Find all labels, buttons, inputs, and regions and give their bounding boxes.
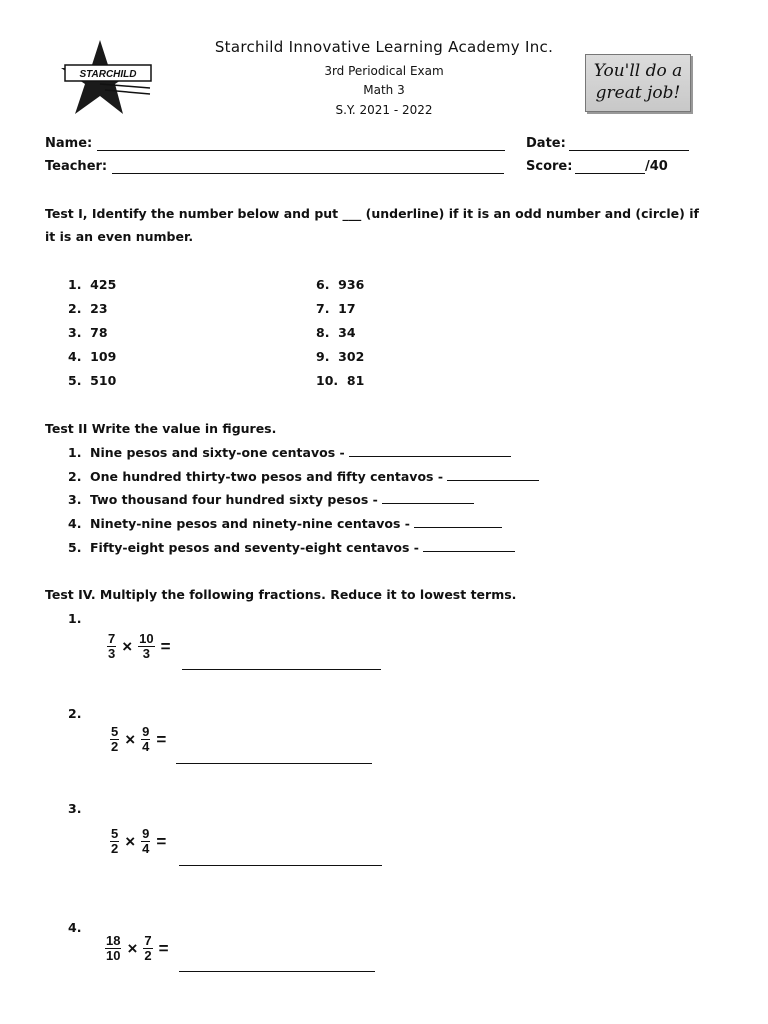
- logo-text: STARCHILD: [79, 69, 137, 80]
- equals-sign: =: [158, 938, 169, 958]
- numerator: 18: [106, 933, 121, 948]
- score-label: Score:: [526, 159, 573, 174]
- list-item: [68, 277, 116, 301]
- item-text: Fifty-eight pesos and seventy-eight centavos -: [90, 540, 424, 555]
- item-value: 109: [90, 349, 117, 364]
- problem-number: 3.: [68, 801, 82, 816]
- test1-line-1: Test I, Identify the number below and put ___ (underline) if it is an odd number and (circle) if: [45, 206, 699, 221]
- fraction-problem-4: [105, 934, 169, 963]
- denominator: 2: [111, 841, 119, 856]
- list-item: [316, 301, 364, 325]
- list-item: [68, 373, 116, 397]
- item-number: 8.: [316, 325, 330, 340]
- fraction-b: [141, 725, 150, 754]
- answer-blank[interactable]: [423, 551, 515, 552]
- denominator: 10: [106, 948, 121, 963]
- list-item: [68, 540, 515, 555]
- item-value: 34: [338, 325, 356, 340]
- answer-blank[interactable]: [179, 971, 375, 972]
- times-sign: ×: [127, 938, 138, 958]
- item-number: 3.: [68, 325, 82, 340]
- denominator: 2: [144, 948, 152, 963]
- list-item: [316, 373, 364, 397]
- item-number: 10.: [316, 373, 339, 388]
- list-item: [68, 445, 511, 460]
- item-number: 4.: [68, 349, 82, 364]
- denominator: 4: [142, 739, 150, 754]
- answer-blank[interactable]: [182, 669, 381, 670]
- score-field[interactable]: [575, 173, 645, 174]
- item-number: 5.: [68, 373, 82, 388]
- answer-blank[interactable]: [176, 763, 372, 764]
- name-field[interactable]: [97, 150, 505, 151]
- list-item: [316, 277, 364, 301]
- date-label: Date:: [526, 136, 566, 151]
- list-item: [68, 492, 474, 507]
- name-label: Name:: [45, 136, 93, 151]
- test1-instructions: [45, 202, 735, 248]
- item-value: 425: [90, 277, 117, 292]
- fraction-a: [110, 725, 119, 754]
- numerator: 7: [108, 631, 116, 646]
- badge-line-1: You'll do a: [593, 61, 683, 81]
- answer-blank[interactable]: [382, 503, 474, 504]
- item-number: 7.: [316, 301, 330, 316]
- item-text: One hundred thirty-two pesos and fifty centavos -: [90, 469, 448, 484]
- item-value: 23: [90, 301, 108, 316]
- school-year: S.Y. 2021 - 2022: [335, 103, 433, 117]
- problem-number: 1.: [68, 611, 82, 626]
- answer-blank[interactable]: [179, 865, 382, 866]
- fraction-problem-2: [110, 725, 166, 754]
- list-item: [68, 325, 116, 349]
- item-number: 3.: [68, 492, 82, 507]
- list-item: [316, 349, 364, 373]
- item-text: Ninety-nine pesos and ninety-nine centavos -: [90, 516, 415, 531]
- numerator: 5: [111, 826, 119, 841]
- list-item: [68, 349, 116, 373]
- fraction-b: [143, 934, 152, 963]
- times-sign: ×: [125, 729, 136, 749]
- school-name: Starchild Innovative Learning Academy Inc.: [214, 38, 554, 56]
- equals-sign: =: [160, 636, 171, 656]
- test4-title: Test IV. Multiply the following fractions. Reduce it to lowest terms.: [45, 587, 517, 602]
- numerator: 7: [144, 933, 152, 948]
- item-number: 5.: [68, 540, 82, 555]
- exam-title: 3rd Periodical Exam: [324, 64, 444, 78]
- answer-blank[interactable]: [414, 527, 502, 528]
- encouragement-badge: [585, 54, 691, 112]
- test2-title: Test II Write the value in figures.: [45, 421, 277, 436]
- item-number: 2.: [68, 301, 82, 316]
- fraction-a: [107, 632, 116, 661]
- list-item: [68, 301, 116, 325]
- item-value: 510: [90, 373, 117, 388]
- numerator: 10: [139, 631, 154, 646]
- score-total: /40: [645, 159, 668, 174]
- teacher-label: Teacher:: [45, 159, 108, 174]
- answer-blank[interactable]: [447, 480, 539, 481]
- equals-sign: =: [156, 831, 167, 851]
- fraction-problem-1: [107, 632, 171, 661]
- teacher-field[interactable]: [112, 173, 504, 174]
- test1-right-column: [316, 277, 364, 397]
- item-number: 2.: [68, 469, 82, 484]
- item-number: 9.: [316, 349, 330, 364]
- numerator: 9: [142, 826, 150, 841]
- item-value: 17: [338, 301, 356, 316]
- item-text: Two thousand four hundred sixty pesos -: [90, 492, 383, 507]
- item-value: 302: [338, 349, 365, 364]
- badge-line-2: great job!: [595, 83, 681, 103]
- denominator: 3: [108, 646, 116, 661]
- item-value: 936: [338, 277, 365, 292]
- item-value: 78: [90, 325, 108, 340]
- fraction-problem-3: [110, 827, 166, 856]
- fraction-a: [105, 934, 121, 963]
- list-item: [316, 325, 364, 349]
- fraction-b: [141, 827, 150, 856]
- list-item: [68, 469, 539, 484]
- item-number: 1.: [68, 445, 82, 460]
- item-value: 81: [346, 373, 365, 388]
- numerator: 5: [111, 724, 119, 739]
- denominator: 2: [111, 739, 119, 754]
- test1-left-column: [68, 277, 116, 397]
- numerator: 9: [142, 724, 150, 739]
- times-sign: ×: [122, 636, 133, 656]
- list-item: [68, 516, 502, 531]
- denominator: 3: [142, 646, 151, 661]
- problem-number: 4.: [68, 920, 82, 935]
- test1-line-2: it is an even number.: [45, 229, 194, 244]
- answer-blank[interactable]: [349, 456, 511, 457]
- fraction-b: [138, 632, 154, 661]
- equals-sign: =: [156, 729, 167, 749]
- item-number: 6.: [316, 277, 330, 292]
- date-field[interactable]: [569, 150, 689, 151]
- subject-title: Math 3: [363, 83, 405, 97]
- times-sign: ×: [125, 831, 136, 851]
- item-text: Nine pesos and sixty-one centavos -: [90, 445, 350, 460]
- item-number: 1.: [68, 277, 82, 292]
- problem-number: 2.: [68, 706, 82, 721]
- fraction-a: [110, 827, 119, 856]
- item-number: 4.: [68, 516, 82, 531]
- denominator: 4: [142, 841, 150, 856]
